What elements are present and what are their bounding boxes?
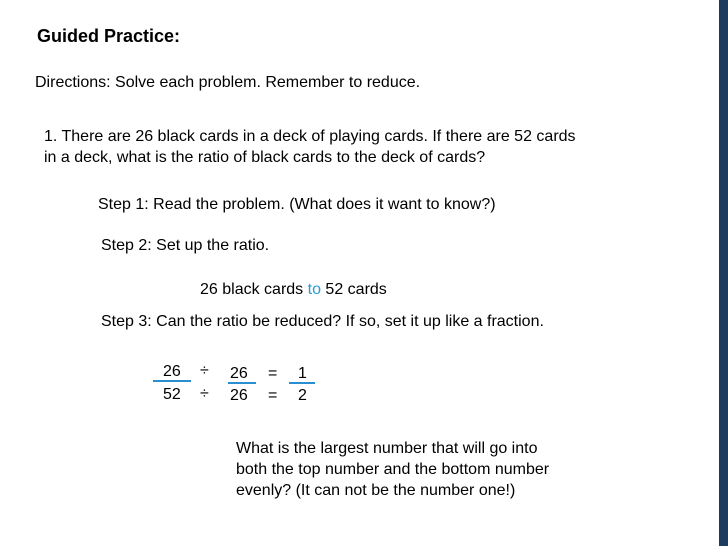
divide-symbol-bottom: ÷ <box>200 385 209 402</box>
ratio-right: 52 cards <box>325 281 387 298</box>
problem-line-1: 1. There are 26 black cards in a deck of playing cards. If there are 52 cards <box>44 128 576 145</box>
step-2-text: Step 2: Set up the ratio. <box>101 237 270 254</box>
fraction-bar-middle <box>228 382 256 384</box>
fraction-bar-left <box>153 380 191 382</box>
hint-line-2: both the top number and the bottom number <box>236 461 550 478</box>
fraction-denominator: 52 <box>163 386 181 403</box>
divisor-bottom: 26 <box>230 387 248 404</box>
equals-top: = <box>268 365 278 382</box>
fraction-bar-right <box>289 382 315 384</box>
directions-text: Directions: Solve each problem. Remember to reduce. <box>35 74 421 91</box>
step-1-text: Step 1: Read the problem. (What does it want to know?) <box>98 196 496 213</box>
equals-bottom: = <box>268 387 278 404</box>
ratio-connector: to <box>307 281 321 298</box>
fraction-numerator: 26 <box>163 363 181 380</box>
divide-symbol-top: ÷ <box>200 362 209 379</box>
slide-side-bar <box>719 0 728 546</box>
hint-question <box>236 438 616 501</box>
hint-line-1: What is the largest number that will go into <box>236 440 538 457</box>
problem-text <box>44 126 576 168</box>
problem-line-2: in a deck, what is the ratio of black cards to the deck of cards? <box>44 149 486 166</box>
ratio-left: 26 black cards <box>200 281 304 298</box>
slide-title: Guided Practice: <box>37 26 181 46</box>
step-3-text: Step 3: Can the ratio be reduced? If so, set it up like a fraction. <box>101 313 544 330</box>
result-denominator: 2 <box>298 387 307 404</box>
result-numerator: 1 <box>298 365 307 382</box>
hint-line-3: evenly? (It can not be the number one!) <box>236 482 516 499</box>
ratio-statement <box>200 280 387 300</box>
divisor-top: 26 <box>230 365 248 382</box>
